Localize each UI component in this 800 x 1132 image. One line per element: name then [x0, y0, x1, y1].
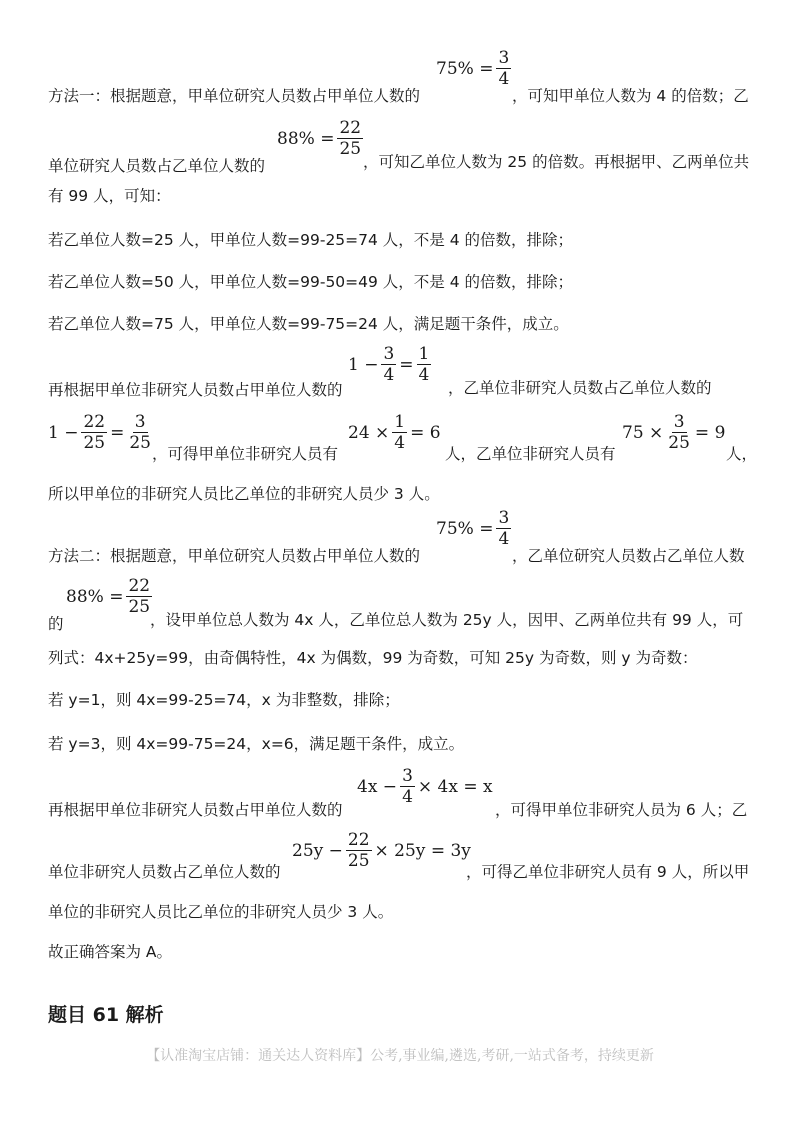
m1-line8a: ，可得甲单位非研究人员有 — [152, 445, 339, 463]
m2-line7: 单位非研究人员数占乙单位人数的 — [48, 863, 281, 881]
m1-line8b: 人，乙单位非研究人员有 — [445, 445, 616, 463]
m1-line1: 方法一：根据题意，甲单位研究人员数占甲单位人数的 — [48, 87, 421, 105]
math-88-percent: 88% = $\frac{22}{25}$ — [277, 118, 362, 159]
m1-line9: 所以甲单位的非研究人员比乙单位的非研究人员少 3 人。 — [48, 485, 440, 503]
math-75-percent: 75% = $\frac{3}{4}$ — [436, 48, 510, 89]
m2-line3: 列式：4x+25y=99，由奇偶特性，4x 为偶数，99 为奇数，可知 25y 为奇数，则 y 为奇数： — [48, 649, 698, 667]
math-25y-expr: 25y − $\frac{22}{25}$ × 25y = 3y — [292, 830, 471, 871]
math-24-times: 24 × $\frac{1}{4}$ = 6 — [348, 412, 441, 453]
math-4x-expr: 4x − $\frac{3}{4}$ × 4x = x — [357, 766, 493, 807]
m2-line7b: ，可得乙单位非研究人员有 9 人，所以甲 — [466, 863, 750, 881]
m2-line1: 方法二：根据题意，甲单位研究人员数占甲单位人数的 — [48, 547, 421, 565]
math-1-minus-3-4: 1 − $\frac{3}{4}$ = $\frac{1}{4}$ — [348, 344, 430, 385]
m2-line2a: 的 — [48, 615, 64, 633]
m1-line7: 再根据甲单位非研究人员数占甲单位人数的 — [48, 381, 343, 399]
m2-line1b: ，乙单位研究人员数占乙单位人数 — [512, 547, 745, 565]
section-heading: 题目 61 解析 — [48, 1004, 164, 1026]
math-75-percent-2: 75% = $\frac{3}{4}$ — [436, 508, 510, 549]
m2-line6b: ，可得甲单位非研究人员为 6 人；乙 — [495, 801, 748, 819]
footer-watermark: 【认准淘宝店铺：通关达人资料库】公考,事业编,遴选,考研,一站式备考，持续更新 — [146, 1048, 654, 1064]
m2-line8: 单位的非研究人员比乙单位的非研究人员少 3 人。 — [48, 903, 394, 921]
m1-line3: 有 99 人，可知： — [48, 187, 171, 205]
m2-line6: 再根据甲单位非研究人员数占甲单位人数的 — [48, 801, 343, 819]
m1-line5: 若乙单位人数=50 人，甲单位人数=99-50=49 人，不是 4 的倍数，排除； — [48, 273, 574, 291]
m1-line7b: ，乙单位非研究人员数占乙单位人数的 — [448, 379, 712, 397]
m2-line4: 若 y=1，则 4x=99-25=74，x 为非整数，排除； — [48, 691, 400, 709]
math-88-percent-2: 88% = $\frac{22}{25}$ — [66, 576, 151, 617]
math-1-minus-22-25: 1 − $\frac{22}{25}$ = $\frac{3}{25}$ — [48, 412, 151, 453]
m2-line9: 故正确答案为 A。 — [48, 943, 173, 961]
math-75-times: 75 × $\frac{3}{25}$ = 9 — [622, 412, 726, 453]
m1-line8c: 人， — [726, 445, 758, 463]
m1-line1b: ，可知甲单位人数为 4 的倍数；乙 — [512, 87, 749, 105]
m2-line5: 若 y=3，则 4x=99-75=24，x=6，满足题干条件，成立。 — [48, 735, 465, 753]
m2-line2b: ，设甲单位总人数为 4x 人，乙单位总人数为 25y 人，因甲、乙两单位共有 99 人，可 — [150, 611, 744, 629]
m1-line2b: ，可知乙单位人数为 25 的倍数。再根据甲、乙两单位共 — [363, 153, 750, 171]
m1-line4: 若乙单位人数=25 人，甲单位人数=99-25=74 人，不是 4 的倍数，排除； — [48, 231, 574, 249]
m1-line2: 单位研究人员数占乙单位人数的 — [48, 157, 266, 175]
m1-line6: 若乙单位人数=75 人，甲单位人数=99-75=24 人，满足题干条件，成立。 — [48, 315, 569, 333]
